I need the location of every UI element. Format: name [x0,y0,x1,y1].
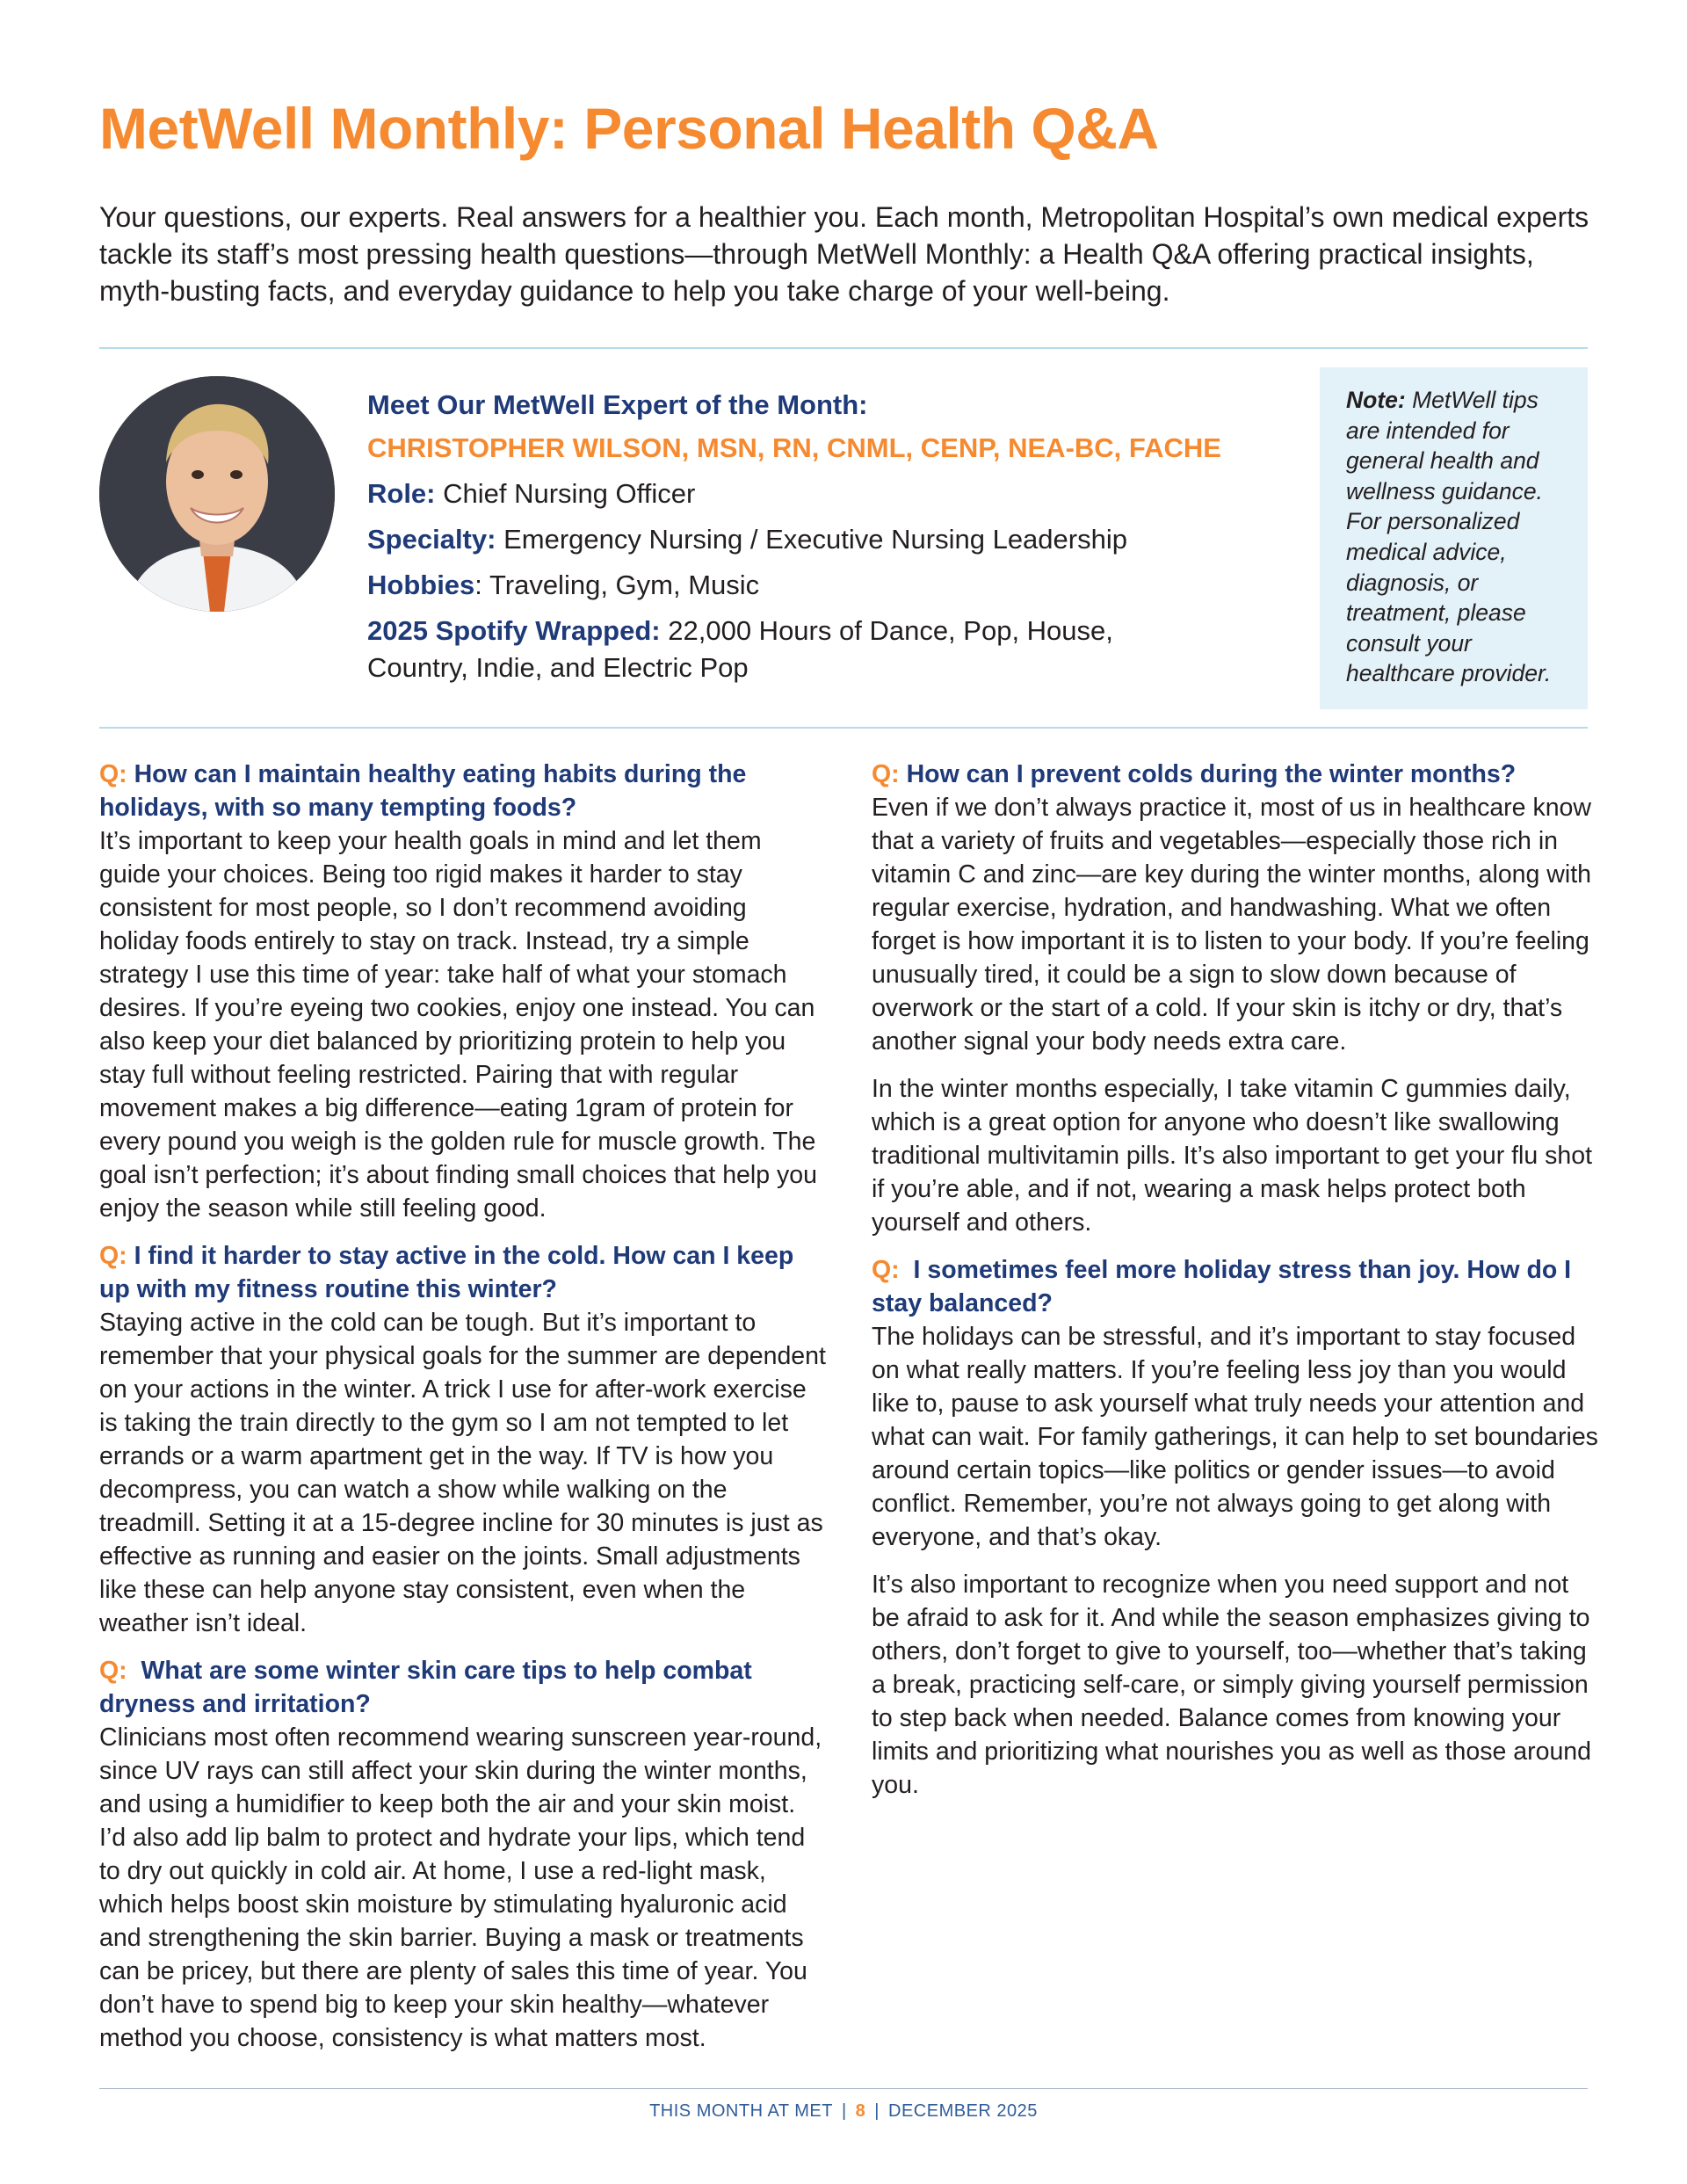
role-value: Chief Nursing Officer [443,478,696,509]
divider-bottom [99,2088,1588,2089]
hobbies-value: Traveling, Gym, Music [489,570,760,600]
specialty-value: Emergency Nursing / Executive Nursing Leadership [503,524,1127,555]
expert-photo [99,376,335,612]
question-4 [872,758,1601,791]
answer-5-paragraph-1: The holidays can be stressful, and it’s important to stay focused on what really matters. If you’re feeling less joy than you would like to, pause to ask yourself what truly needs your attention and what can wait. For family gatherings, it can help to set boundaries around certain topics—like politics or gender issues—to avoid conflict. Remember, you’re not always going to get along with everyone, and that’s okay. [872,1323,1598,1551]
spotify-label: 2025 Spotify Wrapped: [367,615,661,646]
disclaimer-note [1320,367,1588,709]
page-number: 8 [855,2101,866,2121]
role-label: Role: [367,478,436,509]
note-label: Note: [1346,387,1406,413]
question-3-text: What are some winter skin care tips to help combat dryness and irritation? [99,1657,752,1718]
answer-1: It’s important to keep your health goals in mind and let them guide your choices. Being too rigid makes it harder to stay consistent for most people, so I don’t recommend avoiding holiday foods entirely to stay on track. Instead, try a simple strategy I use this time of year: take half of what your stomach desires. If you’re eyeing two cookies, enjoy one instead. You can also keep your diet balanced by prioritizing protein to help you stay full without feeling restricted. Pairing that with regular movement makes a big difference—eating 1gram of protein for every pound you weigh is the golden rule for muscle growth. The goal isn’t perfection; it’s about finding small choices that help you enjoy the season while still feeling good. [99,827,817,1223]
divider-top [99,347,1588,349]
page-footer [0,2099,1687,2123]
intro-paragraph: Your questions, our experts. Real answers for a healthier you. Each month, Metropolitan Hospital’s own medical experts tackle its staff’s most pressing health questions—through MetWell Monthly: a Health Q&A offering practical insights, myth-busting facts, and everyday guidance to help you take charge of your well-being. [99,201,1589,307]
divider-middle [99,727,1588,729]
question-1 [99,758,829,824]
qa-column-right [872,758,1601,1802]
footer-publication: THIS MONTH AT MET [649,2101,833,2121]
note-text: MetWell tips are intended for general health and wellness guidance. For personalized medical advice, diagnosis, or treatment, please consult your healthcare provider. [1346,387,1552,687]
question-3 [99,1654,829,1721]
expert-profile [367,385,1290,686]
expert-portrait-illustration [99,376,335,612]
question-5 [872,1253,1601,1320]
expert-heading: Meet Our MetWell Expert of the Month: [367,389,868,420]
hobbies-label: Hobbies [367,570,475,600]
answer-5-paragraph-2: It’s also important to recognize when you need support and not be afraid to ask for it. And while the season emphasizes giving to others, don’t forget to give to yourself, too—whether that’s taking a break, practicing self-care, or simply giving yourself permission to step back when needed. Balance comes from knowing your limits and prioritizing what nourishes you as well as those around you. [872,1571,1591,1799]
question-marker: Q: [99,760,127,788]
question-marker: Q: [99,1242,127,1270]
spotify-value: 22,000 Hours of Dance, Pop, House, Country, Indie, and Electric Pop [367,615,1113,683]
footer-separator: | [841,2101,847,2121]
question-5-text: I sometimes feel more holiday stress than joy. How do I stay balanced? [872,1256,1572,1317]
answer-4-paragraph-1: Even if we don’t always practice it, most of us in healthcare know that a variety of fruits and vegetables—especially those rich in vitamin C and zinc—are key during the winter months, along with regular exercise, hydration, and handwashing. What we often forget is how important it is to listen to your body. If you’re feeling unusually tired, it could be a sign to slow down because of overwork or the start of a cold. If your skin is itchy or dry, that’s another signal your body needs extra care. [872,794,1591,1056]
question-marker: Q: [872,1256,900,1284]
question-2-text: I find it harder to stay active in the cold. How can I keep up with my fitness routine this winter? [99,1242,794,1303]
page-title: MetWell Monthly: Personal Health Q&A [99,96,1159,161]
question-2 [99,1239,829,1306]
expert-spotify [367,613,1184,686]
expert-hobbies: Hobbies: Traveling, Gym, Music [367,570,760,600]
specialty-label: Specialty: [367,524,496,555]
question-1-text: How can I maintain healthy eating habits during the holidays, with so many tempting foods? [99,760,747,822]
question-marker: Q: [872,760,900,788]
footer-date: DECEMBER 2025 [888,2101,1038,2121]
answer-3: Clinicians most often recommend wearing sunscreen year-round, since UV rays can still affect your skin during the winter months, and using a humidifier to keep both the air and your skin moist. I’d also add lip balm to protect and hydrate your lips, which tend to dry out quickly in cold air. At home, I use a red-light mask, which helps boost skin moisture by stimulating hyaluronic acid and strengthening the skin barrier. Buying a mask or treatments can be pricey, but there are plenty of sales this time of year. You don’t have to spend big to keep your skin healthy—whatever method you choose, consistency is what matters most. [99,1723,822,2052]
expert-name: CHRISTOPHER WILSON, MSN, RN, CNML, CENP, NEA-BC, FACHE [367,432,1221,463]
answer-4-paragraph-2: In the winter months especially, I take vitamin C gummies daily, which is a great option for anyone who doesn’t like swallowing traditional multivitamin pills. It’s also important to get your flu shot if you’re able, and if not, wearing a mask helps protect both yourself and others. [872,1075,1593,1237]
qa-column-left [99,758,829,2055]
expert-specialty [367,517,1290,562]
question-marker: Q: [99,1657,127,1685]
footer-separator: | [874,2101,880,2121]
expert-role [367,471,1290,517]
answer-2: Staying active in the cold can be tough. But it’s important to remember that your physical goals for the summer are dependent on your actions in the winter. A trick I use for after-work exercise is taking the train directly to the gym so I am not tempted to let errands or a warm apartment get in the way. If TV is how you decompress, you can watch a show while walking on the treadmill. Setting it at a 15-degree incline for 30 minutes is just as effective as running and easier on the joints. Small adjustments like these can help anyone stay consistent, even when the weather isn’t ideal. [99,1309,826,1637]
question-4-text: How can I prevent colds during the winter months? [906,760,1517,788]
